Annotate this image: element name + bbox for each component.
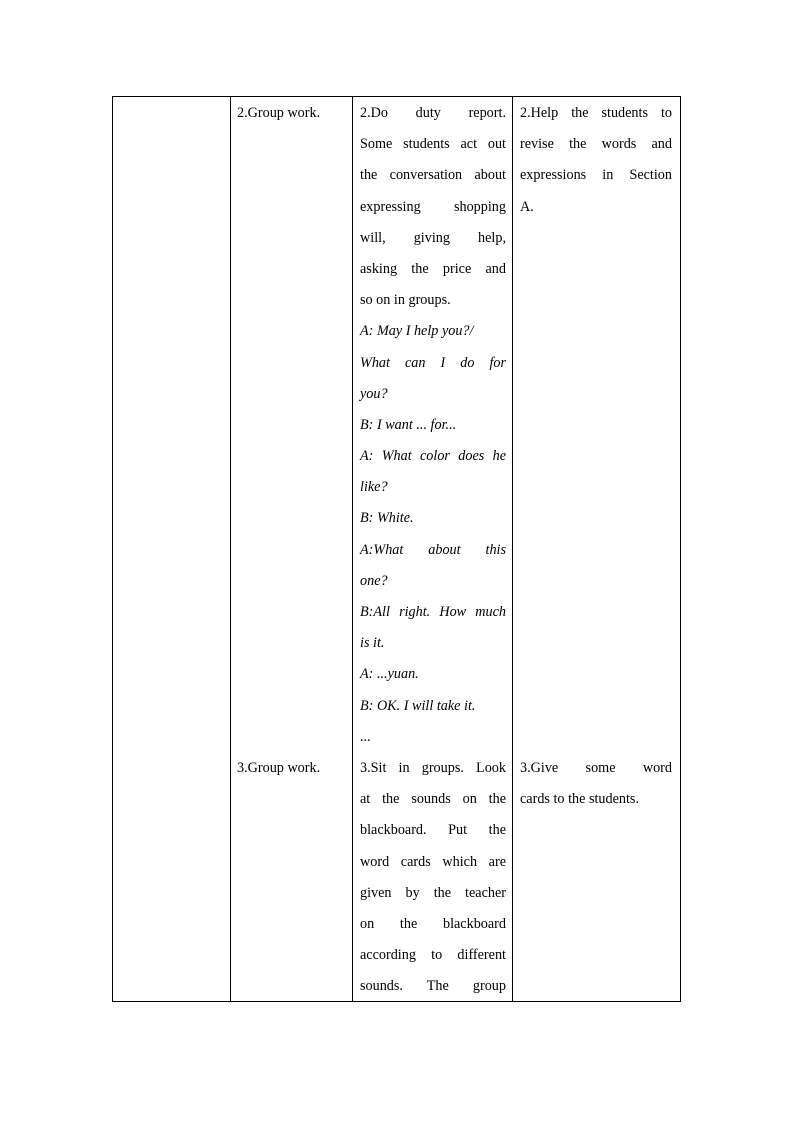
teacher-activity-cell [513, 97, 681, 1002]
text-line: will, giving help, [360, 229, 506, 246]
text-line: asking the price and [360, 260, 506, 277]
text-line: given by the teacher [360, 884, 506, 901]
student-activity-2 [360, 98, 506, 753]
lesson-plan-table [112, 96, 681, 1002]
text-line: ... [360, 728, 371, 745]
text-line: one? [360, 572, 388, 589]
activity-text-2 [237, 98, 347, 129]
text-line: B: OK. I will take it. [360, 697, 476, 714]
activity-text-3 [237, 753, 347, 784]
activity-label: 3.Group work. [237, 760, 321, 776]
text-line: expressing shopping [360, 198, 506, 215]
text-line: B: White. [360, 510, 414, 527]
text-line: at the sounds on the [360, 791, 506, 808]
text-line: 2.Do duty report. [360, 105, 506, 121]
text-line: blackboard. Put the [360, 822, 506, 839]
text-line: on the blackboard [360, 915, 506, 932]
text-line: A: May I help you?/ [360, 323, 474, 340]
student-activity-3 [360, 753, 506, 1002]
text-line: 3.Sit in groups. Look [360, 760, 506, 776]
text-line: according to different [360, 947, 506, 964]
activity-label: 2.Group work. [237, 105, 321, 121]
table-row [113, 97, 681, 1002]
teacher-activity-2 [520, 98, 672, 223]
text-line: like? [360, 479, 388, 496]
text-line: A: What color does he [360, 448, 506, 465]
text-line: Some students act out [360, 136, 506, 153]
text-line: A: ...yuan. [360, 666, 419, 683]
text-line: so on in groups. [360, 292, 451, 309]
teacher-activity-3 [520, 753, 672, 815]
activity-cell [231, 97, 353, 1002]
text-line: cards to the students. [520, 791, 639, 808]
text-line: A:What about this [360, 541, 506, 558]
text-line: you? [360, 385, 388, 402]
text-line: is it. [360, 635, 385, 652]
text-line: word cards which are [360, 853, 506, 870]
text-line: 2.Help the students to [520, 105, 672, 121]
text-line: expressions in Section [520, 167, 672, 184]
text-line: the conversation about [360, 167, 506, 184]
text-line: B: I want ... for... [360, 416, 457, 433]
student-activity-cell [353, 97, 513, 1002]
text-line: sounds. The group [360, 978, 506, 995]
stage-cell [113, 97, 231, 1002]
text-line: 3.Give some word [520, 760, 672, 776]
text-line: revise the words and [520, 136, 672, 153]
text-line: A. [520, 198, 534, 215]
text-line: What can I do for [360, 354, 506, 371]
text-line: B:All right. How much [360, 604, 506, 620]
